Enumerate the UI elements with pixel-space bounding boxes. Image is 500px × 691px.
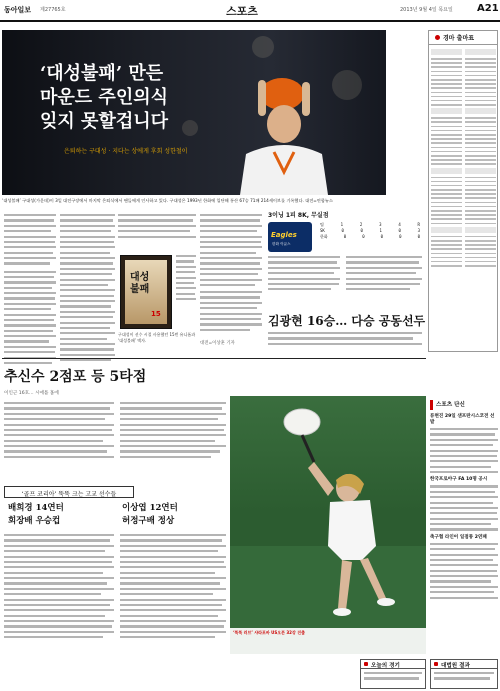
- golf-feature-header: ‘골프 코리아’ 뚝뚝 크는 고교 선수들: [4, 486, 134, 498]
- golf-subhead-2: [122, 502, 178, 528]
- golf-subhead-1: [8, 502, 64, 528]
- team-logo-wordmark: Eagles: [271, 231, 297, 239]
- team-logo: [268, 222, 312, 252]
- tennis-photo-caption: [230, 628, 426, 654]
- newspaper-brand: 동아일보: [4, 6, 32, 14]
- lead-body-col4: [200, 214, 262, 334]
- score-cell: 4: [398, 222, 401, 227]
- kim-headline: 김광현 16승… 다승 공동선두: [268, 314, 426, 328]
- briefs-title: 스포츠 단신: [430, 400, 498, 410]
- masthead: [0, 0, 500, 22]
- brief-body: [430, 485, 498, 530]
- shoe: [333, 608, 351, 616]
- today-games-body: [364, 672, 422, 680]
- today-games-title: 오늘의 경기: [361, 660, 425, 669]
- inset-photo: [120, 255, 172, 329]
- lead-photo-credit: 대전=이상훈 기자: [200, 341, 235, 346]
- subhead-line: 회장배 우승컵: [8, 516, 61, 526]
- score-cell: 3: [379, 222, 382, 227]
- score-cell: 0: [417, 234, 420, 239]
- results-body: [434, 672, 494, 680]
- score-cell: 1: [379, 228, 382, 233]
- score-cell: 0: [362, 234, 365, 239]
- issue-date: 2013년 9월 4일 목요일: [400, 7, 453, 13]
- second-body-col1: [4, 402, 114, 461]
- score-cell: 0: [341, 228, 344, 233]
- lead-byline: 은퇴하는 구대성 · 지다는 상에게 후회 성한철이: [64, 148, 188, 155]
- headline-line: 잊지 못할겁니다: [40, 111, 168, 132]
- second-headline: 추신수 2점포 등 5타점: [4, 369, 147, 385]
- race-entry-box: [428, 30, 498, 352]
- lead-body-col1: [4, 214, 56, 367]
- kim-subhead: 3이닝 1피 8K, 무실점: [268, 212, 329, 219]
- stadium-light: [252, 36, 274, 58]
- race-box-col1: [431, 49, 462, 269]
- score-cell: 2: [359, 222, 363, 227]
- kim-body-col2: [346, 256, 422, 294]
- racket-head: [284, 409, 320, 435]
- lead-body-col3-top: [118, 214, 196, 241]
- face: [267, 105, 301, 143]
- brief-subhead: 류현진 29일 샌프란시스코전 선발: [430, 414, 495, 425]
- scoreboard: [320, 222, 420, 240]
- tennis-photo: [230, 396, 426, 654]
- results-title: 대법원 결과: [431, 660, 497, 669]
- race-box-header: [429, 31, 497, 45]
- team-logo-name: 한화 이글스: [272, 242, 291, 246]
- bullet-icon: [435, 35, 440, 40]
- jersey-number: 15: [151, 310, 161, 318]
- score-cell: SK: [320, 228, 325, 233]
- score-cell: 1: [340, 222, 344, 227]
- brief-subhead: 축구협 라인어 일점통 2연패: [430, 534, 487, 540]
- section-divider: [2, 358, 426, 359]
- golf-body-col1: [4, 534, 114, 642]
- headline-line: ‘대성불패’ 만든: [40, 63, 164, 84]
- subhead-line: 이상엽 12연터: [122, 503, 178, 513]
- subhead-line: 배희경 14연터: [8, 503, 64, 513]
- inset-caption: 구대성이 선수 시절 사용했던 15번 유니폼과 ‘대성불패’ 액자.: [118, 332, 196, 343]
- issue-number: 제27765호: [40, 7, 66, 13]
- results-box: [430, 659, 498, 689]
- court-surface: [230, 546, 426, 628]
- second-body-col2: [120, 402, 226, 461]
- race-box-col2: [465, 49, 496, 269]
- today-games-box: [360, 659, 426, 689]
- brief-body: [430, 428, 498, 473]
- headline-line: 마운드 주인의식: [40, 87, 168, 108]
- brief-subhead: 한국프로야구 FA 10명 공시: [430, 477, 488, 483]
- page-number: A21: [477, 3, 499, 14]
- tennis-caption-lead: ‘뚝뚝 러브’ 샤라포바 US오픈 32강 진출: [233, 630, 305, 635]
- score-cell: 팀: [320, 222, 324, 227]
- subhead-line: 허정구배 정상: [122, 516, 175, 526]
- racket-handle: [302, 435, 314, 462]
- lead-photo-caption: ‘대성불패’ 구대성(가운데)이 3일 대전구장에서 마지막 은퇴식에서 팬들에게 인사하고 있다. 구대성은 1993년 한화에 입단해 통산 67승 71패 214세이브를 기록했다. 대전=연합뉴스: [2, 198, 333, 203]
- shoe: [377, 598, 395, 606]
- brief-body: [430, 543, 498, 599]
- lead-body-col3-side: [176, 255, 196, 303]
- golf-body-col2: [120, 534, 226, 642]
- lead-photo: [2, 30, 386, 195]
- sports-briefs: [430, 400, 498, 602]
- arm: [308, 462, 334, 496]
- lead-body-col2: [60, 214, 115, 365]
- score-cell: 0: [343, 234, 347, 239]
- tennis-player-illustration: [230, 396, 426, 628]
- score-cell: 0: [380, 234, 384, 239]
- score-cell: 한화: [320, 234, 328, 239]
- raised-arm: [258, 80, 266, 116]
- score-cell: 0: [399, 234, 402, 239]
- score-row: [320, 234, 420, 240]
- tennis-dress: [328, 500, 376, 560]
- score-cell: 0: [398, 228, 401, 233]
- score-cell: 0: [360, 228, 363, 233]
- player-illustration: [210, 62, 360, 195]
- race-box-title: 경마 출마표: [443, 35, 475, 42]
- second-byline: 이인근 16호… 시애틀 홈에: [4, 391, 59, 396]
- score-cell: 3: [417, 228, 420, 233]
- raised-arm: [302, 82, 310, 116]
- section-title: 스포츠: [226, 5, 258, 18]
- kim-body-col1: [268, 256, 340, 294]
- calligraphy-text: 대성 불패: [130, 272, 150, 295]
- kim-body-bottom: [268, 332, 422, 348]
- score-cell: R: [417, 222, 420, 227]
